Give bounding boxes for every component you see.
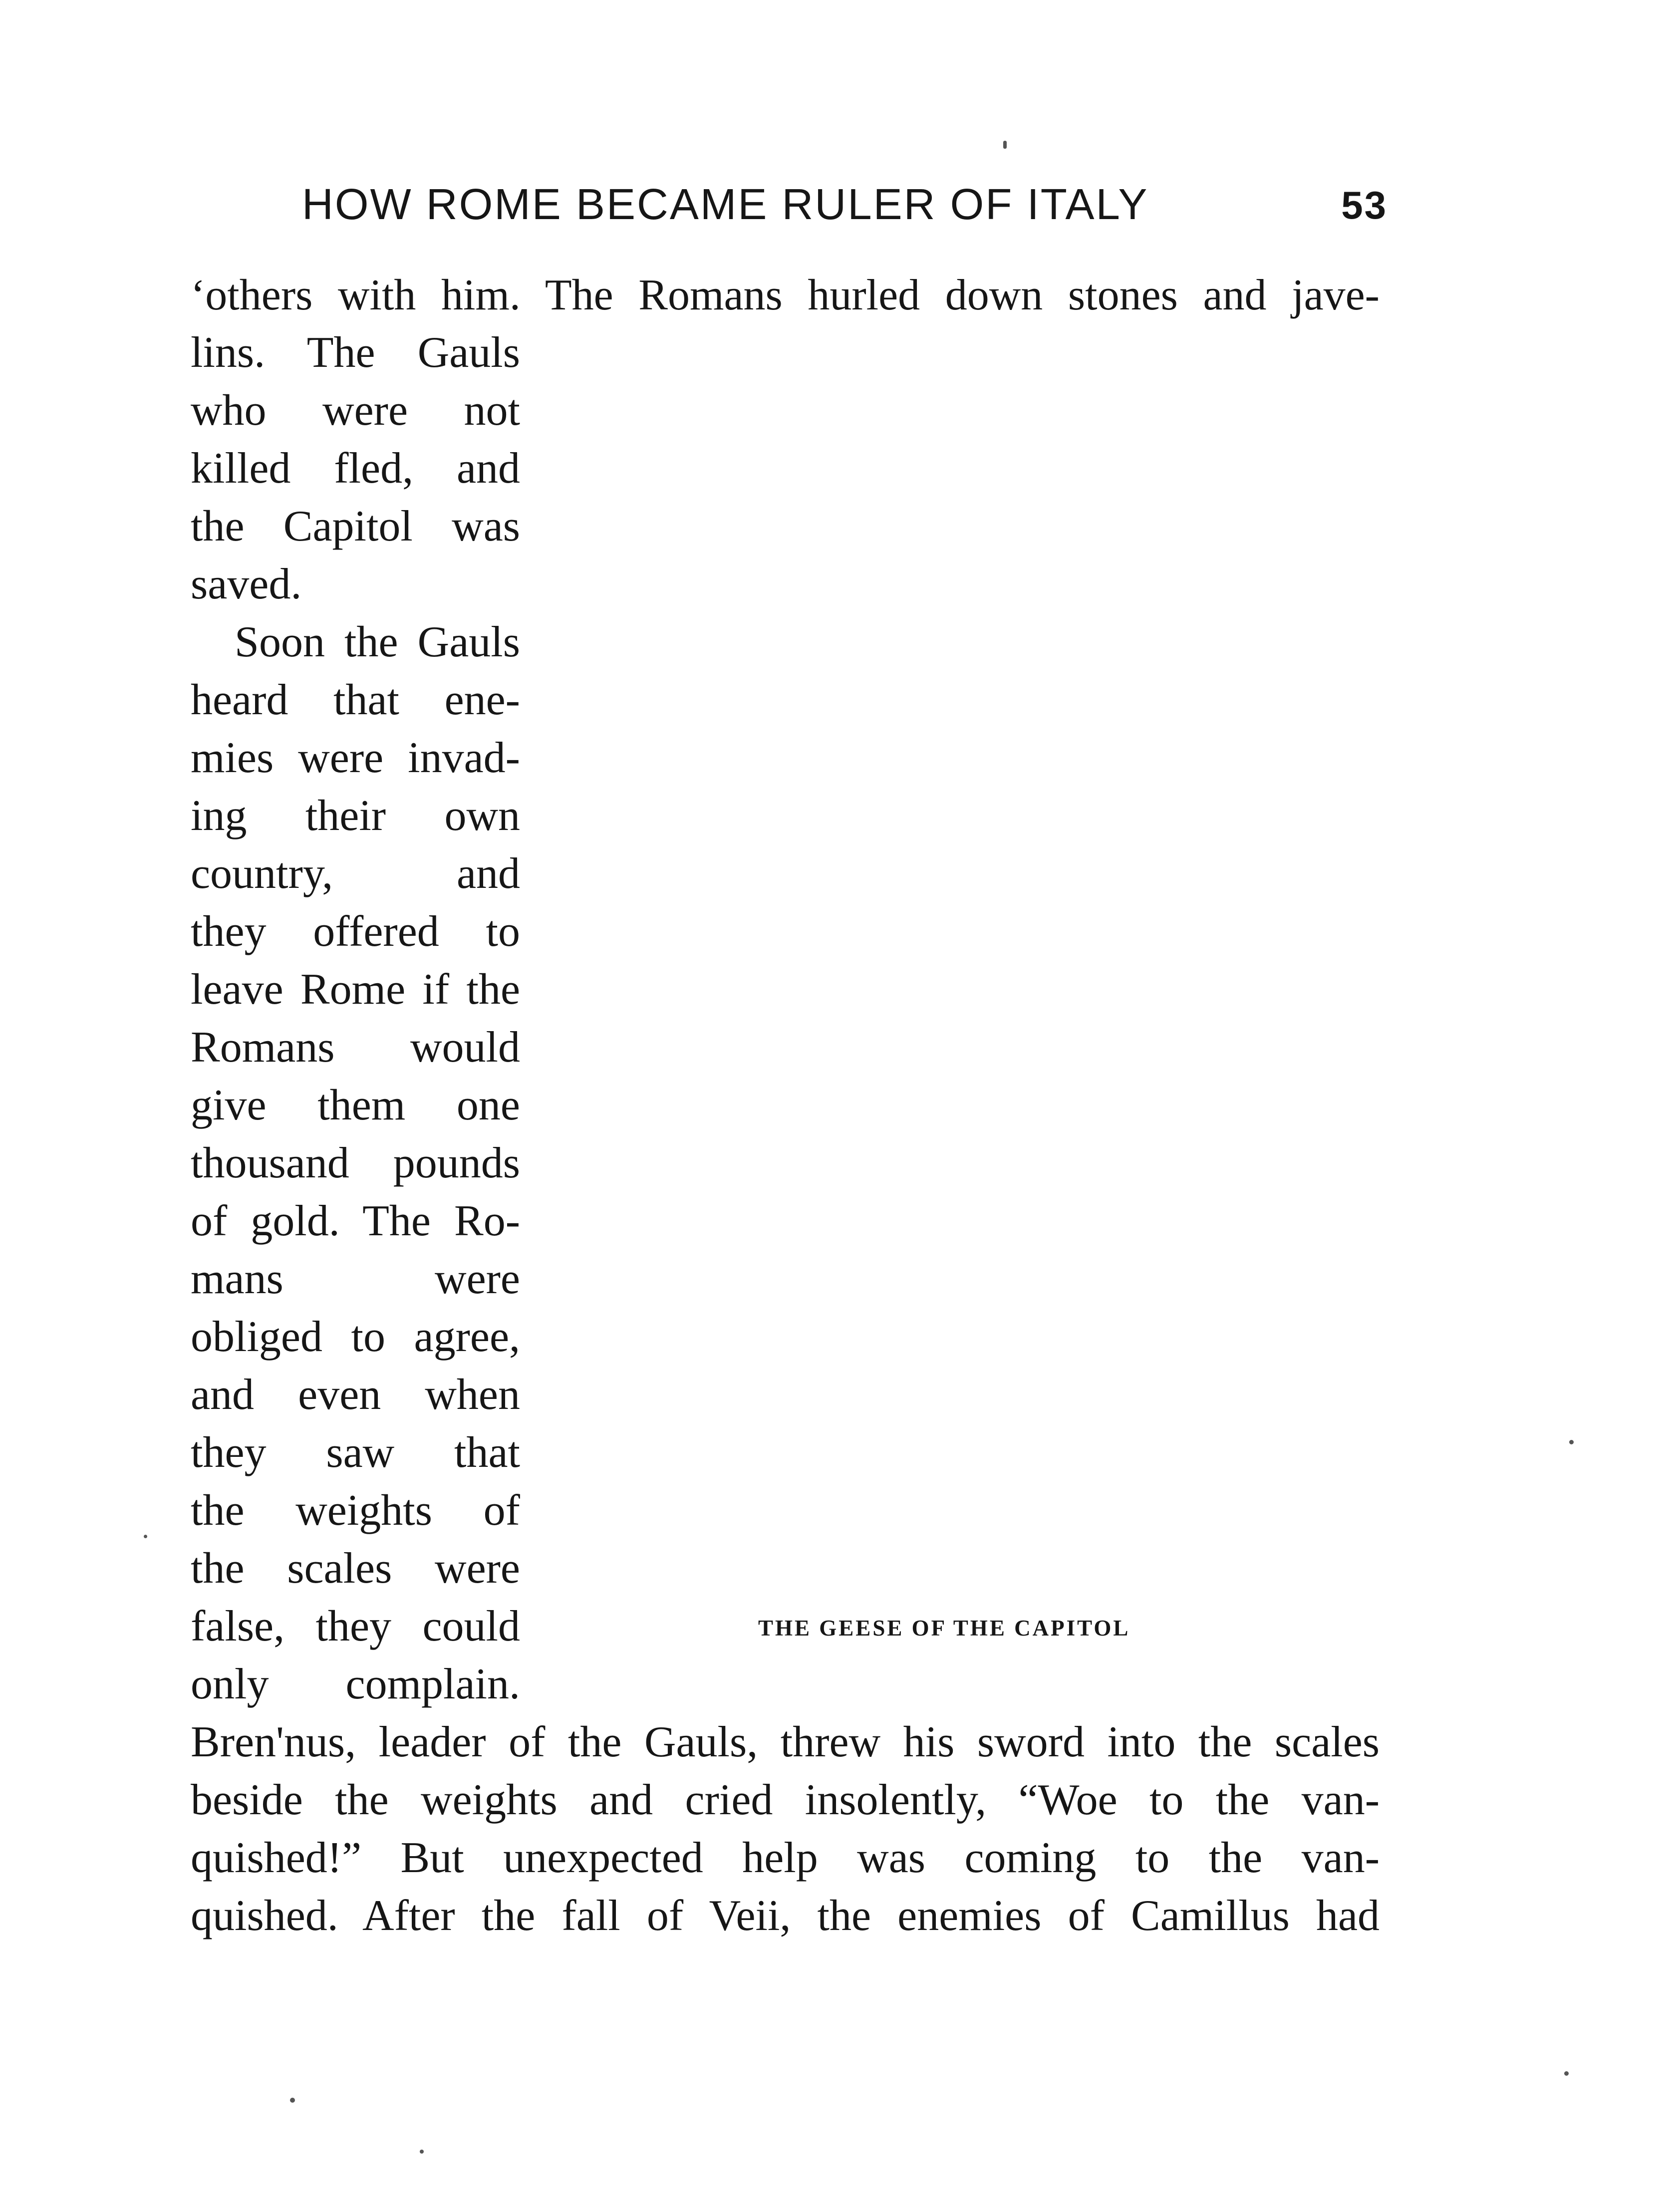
- running-header: [302, 180, 1388, 240]
- column-line: the weights of: [191, 1486, 520, 1535]
- column-line: give them one: [191, 1081, 520, 1129]
- column-line: who were not: [191, 386, 520, 435]
- column-line: ing their own: [191, 792, 520, 840]
- body-line: Bren'nus, leader of the Gauls, threw his sword into the scales: [191, 1718, 1380, 1766]
- body-line: ‘others with him. The Romans hurled down stones and jave-: [191, 271, 1380, 319]
- column-line: killed fled, and: [191, 444, 520, 493]
- column-line: the scales were: [191, 1544, 520, 1593]
- scan-speck: [1564, 2071, 1569, 2076]
- column-line: thousand pounds: [191, 1139, 520, 1187]
- column-line: they saw that: [191, 1428, 520, 1477]
- scan-speck: [290, 2098, 295, 2103]
- column-line: only complain.: [191, 1660, 520, 1708]
- column-line: country, and: [191, 849, 520, 898]
- column-line: the Capitol was: [191, 502, 520, 551]
- scan-speck: [1569, 1440, 1574, 1444]
- scan-speck: [420, 2150, 424, 2154]
- body-line: quished. After the fall of Veii, the enemies of Camillus had: [191, 1892, 1380, 1940]
- column-line: of gold. The Ro-: [191, 1197, 520, 1245]
- column-line: saved.: [191, 560, 302, 608]
- column-line: leave Rome if the: [191, 965, 520, 1014]
- column-line: they offered to: [191, 907, 520, 956]
- illustration-caption: THE GEESE OF THE CAPITOL: [758, 1616, 1130, 1641]
- page-number: 53: [1341, 183, 1388, 227]
- column-line: false, they could: [191, 1602, 520, 1651]
- column-line: lins. The Gauls: [191, 328, 520, 377]
- column-line: Soon the Gauls: [235, 618, 520, 666]
- column-line: mans were: [191, 1255, 520, 1303]
- column-line: Romans would: [191, 1023, 520, 1072]
- column-line: mies were invad-: [191, 734, 520, 782]
- running-title: HOW ROME BECAME RULER OF ITALY: [302, 180, 1149, 229]
- body-line: beside the weights and cried insolently, “Woe to the van-: [191, 1776, 1380, 1824]
- body-line: quished!” But unexpected help was coming to the van-: [191, 1834, 1380, 1882]
- scan-speck: [144, 1535, 147, 1538]
- column-line: obliged to agree,: [191, 1313, 520, 1361]
- column-line: heard that ene-: [191, 676, 520, 724]
- scan-speck: [1003, 141, 1007, 149]
- column-line: and even when: [191, 1371, 520, 1419]
